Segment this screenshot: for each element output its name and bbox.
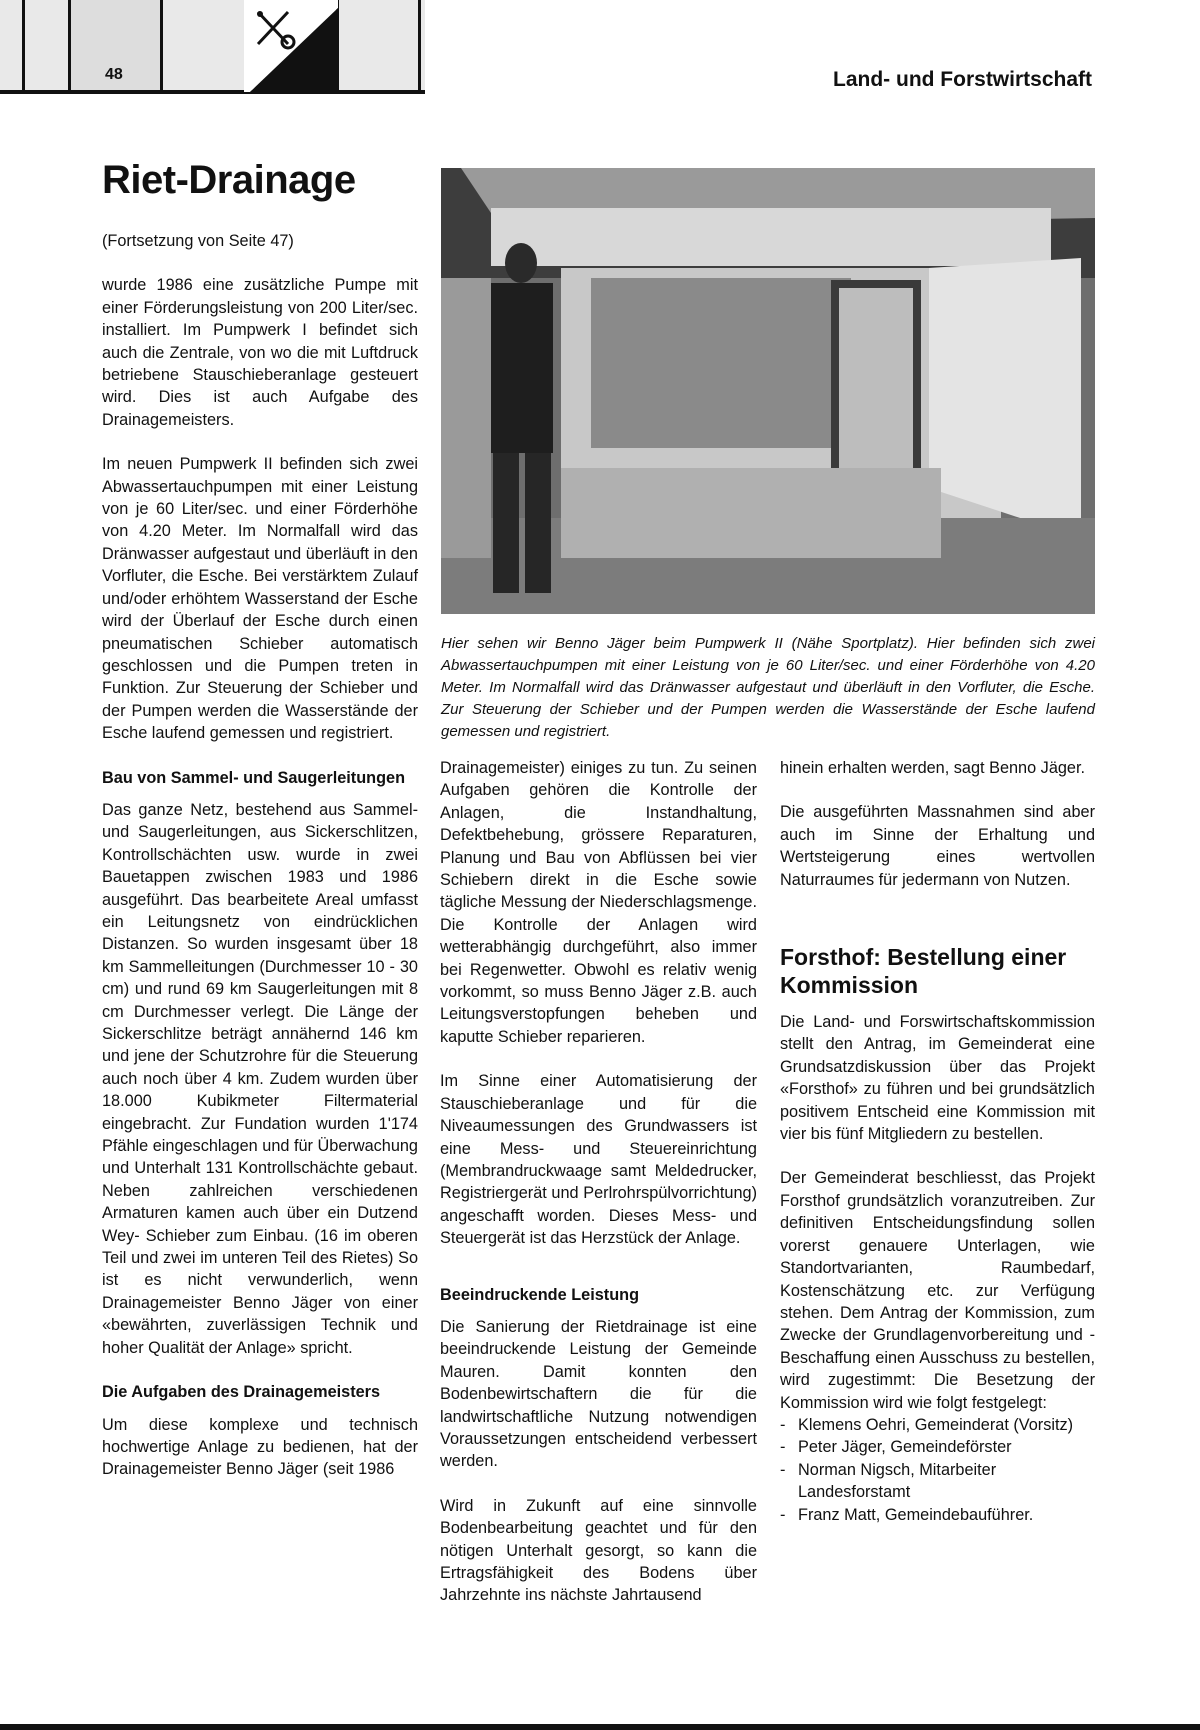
paragraph: Drainagemeister) einiges zu tun. Zu seinen Aufgaben gehören die Kontrolle der Anlagen, die Instandhaltung, Defektbehebung, grössere Reparaturen, Planung und Bau von Abflüssen bei vier Schiebern direkt in die Esche sowie tägliche Messung der Niederschlagsmenge. Die Kontrolle der Anlagen wird wetterabhängig durchgeführt, also immer bei Regenwetter. Obwohl es relativ wenig vorkommt, so muss Benno Jäger z.B. auch Leitungsverstopfungen beheben und kaputte Schieber reparieren. <box>440 759 757 1046</box>
paragraph: Um diese komplexe und technisch hochwertige Anlage zu bedienen, hat der Drainagemeister Benno Jäger (seit 1986 <box>102 1415 418 1479</box>
subheading-aufgaben: Die Aufgaben des Drainagemeisters <box>102 1383 381 1402</box>
municipal-coat-of-arms-icon <box>244 0 338 92</box>
page-bottom-rule <box>0 1724 1200 1730</box>
article-title: Riet-Drainage <box>102 158 356 202</box>
paragraph: Die Sanierung der Rietdrainage ist eine beeindruckende Leistung der Gemeinde Mauren. Damit konnten den Bodenbewirtschaftern die für die landwirtschaftliche Nutzung notwendigen Voraussetzungen entscheidend verbessert werden. <box>440 1317 757 1471</box>
page-number: 48 <box>105 66 123 83</box>
photo-caption: Hier sehen wir Benno Jäger beim Pumpwerk II (Nähe Sportplatz). Hier befinden sich zwei Abwassertauchpumpen mit einer Leistung von je 60 Liter/sec. und einer Förderhöhe von 4.20 Meter. Im Normalfall wird das Dränwasser aufgestaut und überläuft in den Vorfluter, die Esche. Zur Steuerung der Schieber und der Pumpen werden die Wasserstände der Esche laufend gemessen und registriert. <box>441 635 1095 740</box>
header-rule <box>0 90 425 94</box>
paragraph: Im neuen Pumpwerk II befinden sich zwei Abwassertauchpumpen mit einer Leistung von je 60 Liter/sec. und einer Förderhöhe von 4.20 Meter. Im Normalfall wird das Dränwasser aufgestaut und überläuft in den Vorfluter, die Esche. Bei verstärktem Zulauf und/oder erhöhtem Wasserstand der Esche wird der Überlauf der Esche durch einen pneumatischen Schieber automatisch geschlossen und die Pumpen treten in Funktion. Zur Steuerung der Schieber und der Pumpen werden die Wasserstände der Esche laufend gemessen und registriert. <box>102 455 418 743</box>
column-3 <box>780 757 1095 1526</box>
header-bars <box>0 0 425 92</box>
list-item: - Norman Nigsch, Mitarbeiter Landesforstamt <box>780 1459 1095 1504</box>
paragraph: Die ausgeführten Massnahmen sind aber auch im Sinne der Erhaltung und Wertsteigerung eines wertvollen Naturraumes für jedermann von Nutzen. <box>780 803 1095 889</box>
list-item: - Klemens Oehri, Gemeinderat (Vorsitz) <box>780 1414 1095 1436</box>
paragraph: Wird in Zukunft auf eine sinnvolle Bodenbearbeitung geachtet und für den nötigen Unterhalt gesorgt, so kann die Ertragsfähigkeit des Bodens über Jahrzehnte ins nächste Jahrtausend <box>440 1496 757 1605</box>
paragraph: Im Sinne einer Automatisierung der Stauschieberanlage und für die Niveaumessungen des Grundwassers ist eine Mess- und Steuereinrichtung (Membrandruckwaage samt Meldedrucker, Registriergerät und Perlrohrspülvorrichtung) angeschafft worden. Dieses Mess- und Steuergerät ist das Herzstück der Anlage. <box>440 1072 757 1248</box>
paragraph: hinein erhalten werden, sagt Benno Jäger. <box>780 759 1086 777</box>
article2-title: Forsthof: Bestellung einer Kommission <box>780 944 1067 999</box>
subheading-bau: Bau von Sammel- und Saugerleitungen <box>102 768 406 787</box>
continuation-note: (Fortsetzung von Seite 47) <box>102 232 294 250</box>
paragraph: Das ganze Netz, bestehend aus Sammel- und Saugerleitungen, aus Sickerschlitzen, Kontrollschächten usw. wurde in zwei Bauetappen zwischen 1983 und 1986 ausgeführt. Das bearbeitete Areal umfasst ein Leitungsnetz von eindrücklichen Distanzen. So wurden insgesamt über 18 km Sammelleitungen (Durchmesser 10 - 30 cm) und rund 69 km Saugerleitungen mit 8 cm Durchmesser verlegt. Die Länge der Sickerschlitze beträgt annähernd 146 km und jene der Schutzrohre für die Steuerung auch noch über 4 km. Zudem wurden über 18.000 Kubikmeter Filtermaterial eingebracht. Zur Fundation wurden 1'174 Pfähle eingeschlagen und für Überwachung und Unterhalt 131 Kontrollschächte gebaut. Neben zahlreichen verschiedenen Armaturen kamen auch über ein Dutzend Wey- Schieber zum Einbau. (16 im oberen Teil und zwei im unteren Teil des Rietes) So ist es nicht verwunderlich, wenn Drainagemeister Benno Jäger von einer «bewährten, zuverlässigen Technik und hoher Qualität der Anlage» spricht. <box>102 800 418 1357</box>
commission-members <box>780 1414 1095 1526</box>
paragraph: wurde 1986 eine zusätzliche Pumpe mit einer Förderungsleistung von 200 Liter/sec. installiert. Im Pumpwerk I befindet sich auch die Zentrale, von wo die mit Luftdruck betriebene Stauschieberanlage gesteuert wird. Dies ist auch Aufgabe des Drainagemeisters. <box>102 276 418 429</box>
list-item: - Peter Jäger, Gemeindeförster <box>780 1436 1095 1458</box>
paragraph: Die Land- und Forswirtschaftskommission stellt den Antrag, im Gemeinderat eine Grundsatzdiskussion über das Projekt «Forsthof» zu führen und bei grundsätzlich positivem Entscheid eine Kommission mit vier bis fünf Mitgliedern zu bestellen. <box>780 1013 1095 1144</box>
column-1 <box>102 230 418 1481</box>
section-title: Land- und Forstwirtschaft <box>833 68 1092 91</box>
subheading-leistung: Beeindruckende Leistung <box>440 1285 640 1304</box>
list-item: - Franz Matt, Gemeindebauführer. <box>780 1504 1095 1526</box>
column-2 <box>440 757 757 1607</box>
paragraph: Der Gemeinderat beschliesst, das Projekt Forsthof grundsätzlich voranzutreiben. Zur definitiven Entscheidungsfindung sollen vorerst genauere Unterlagen, wie Standortvarianten, Raumbedarf, Kostenschätzung etc. zur Verfügung stehen. Dem Antrag der Kommission, zum Zwecke der Grundlagenvorbereitung und -Beschaffung einen Ausschuss zu bestellen, wird zugestimmt: Die Besetzung der Kommission wird wie folgt festgelegt: <box>780 1169 1095 1412</box>
pump-station-photo <box>441 168 1095 614</box>
